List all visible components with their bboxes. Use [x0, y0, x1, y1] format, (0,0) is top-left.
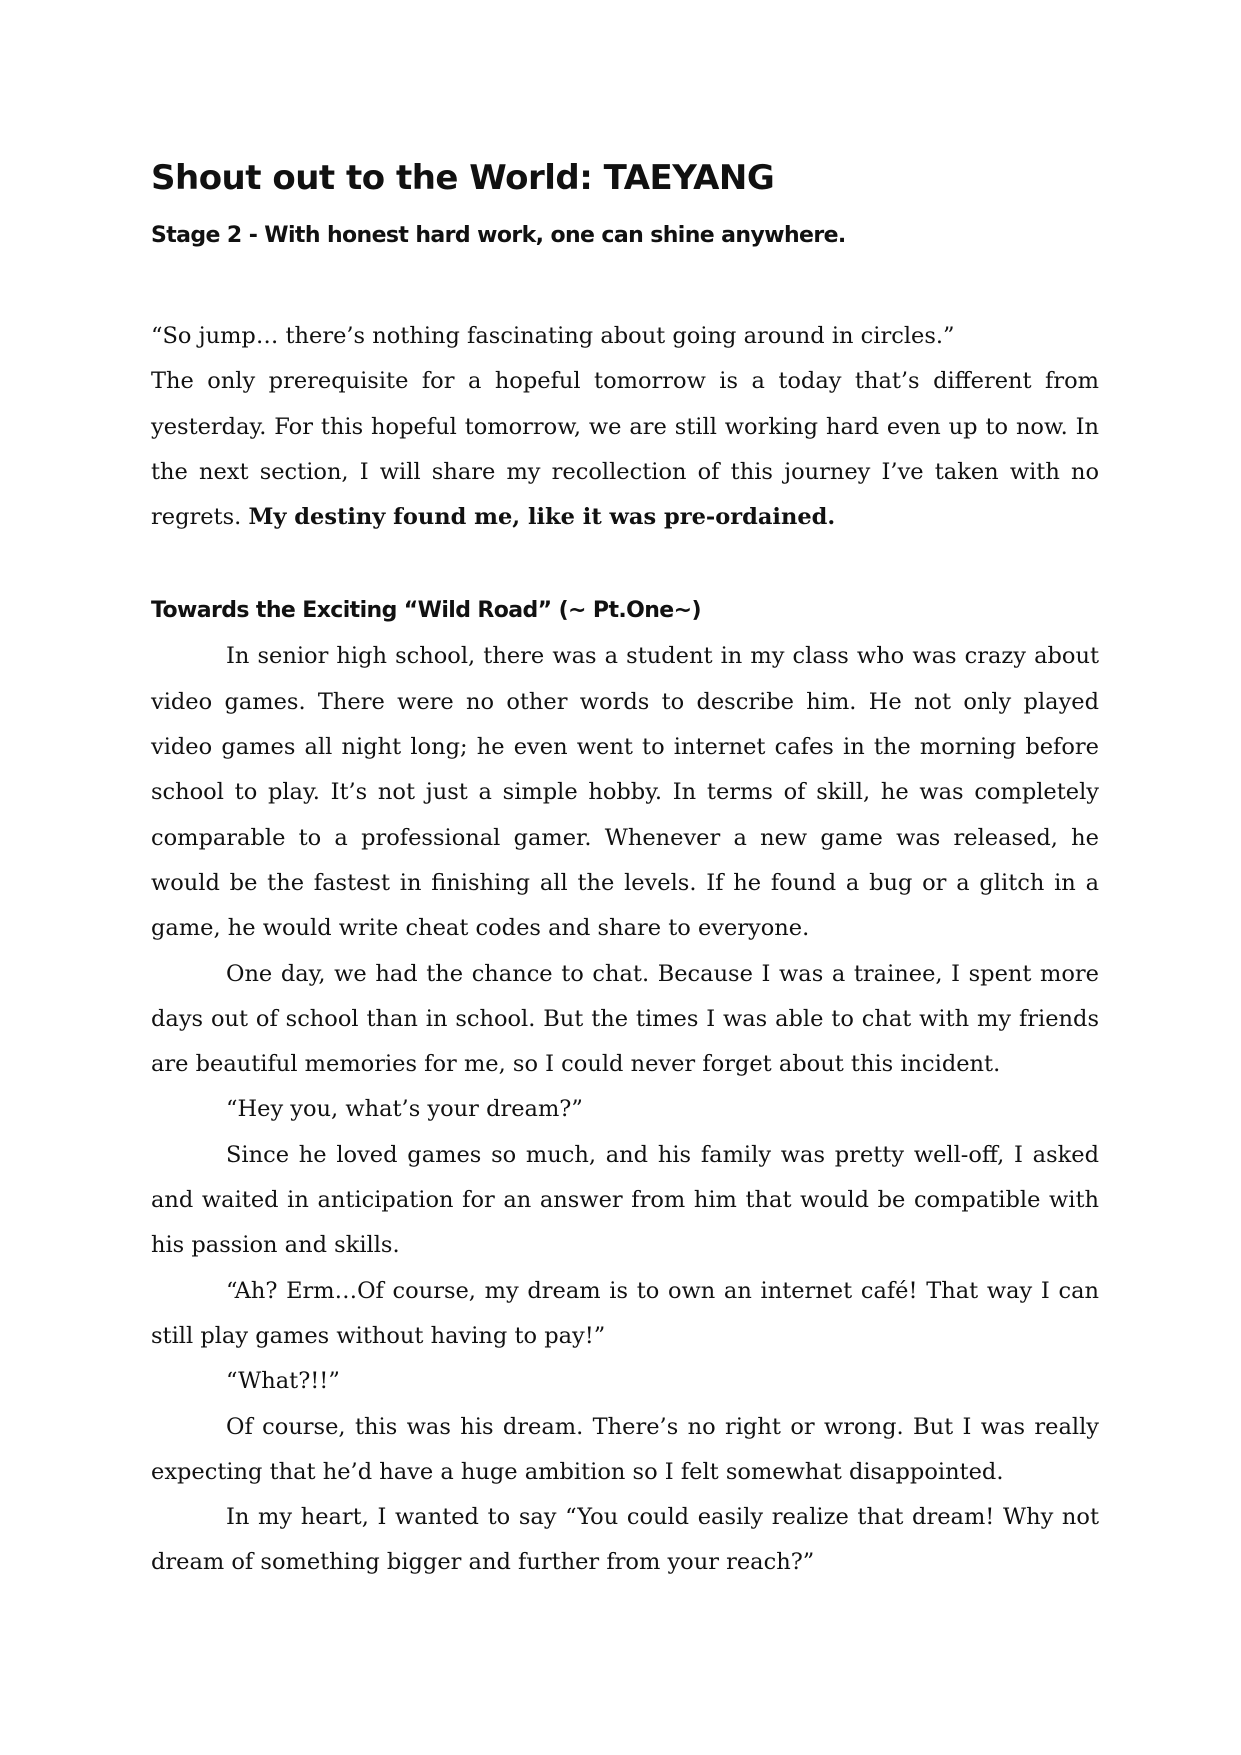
- section-heading: Towards the Exciting “Wild Road” (~ Pt.One~): [151, 598, 701, 624]
- paragraph: In my heart, I wanted to say “You could easily realize that dream! Why not dream of something bigger and further from your reach?”: [151, 1504, 1099, 1576]
- paragraph: Of course, this was his dream. There’s no right or wrong. But I was really expecting that he’d have a huge ambition so I felt somewhat disappointed.: [151, 1413, 1099, 1485]
- document-subtitle: Stage 2 - With honest hard work, one can shine anywhere.: [151, 223, 846, 248]
- section-body: [151, 634, 1099, 1585]
- paragraph: One day, we had the chance to chat. Because I was a trainee, I spent more days out of school than in school. But the times I was able to chat with my friends are beautiful memories for me, so I could never forget about this incident.: [151, 960, 1099, 1078]
- document-page: [151, 150, 1099, 1586]
- paragraph: “What?!!”: [226, 1368, 340, 1395]
- intro-block: [151, 314, 1099, 540]
- intro-text: The only prerequisite for a hopeful tomorrow is a today that’s different from yesterday. For this hopeful tomorrow, we are still working hard even up to now. In the next section, I will share my recollection of this journey I’ve taken with no regrets.: [151, 368, 1099, 531]
- paragraph: “Ah? Erm…Of course, my dream is to own an internet café! That way I can still play games without having to pay!”: [151, 1277, 1099, 1349]
- paragraph: “Hey you, what’s your dream?”: [226, 1096, 583, 1123]
- intro-quote: “So jump… there’s nothing fascinating about going around in circles.”: [151, 323, 955, 349]
- intro-paragraph: [151, 359, 1099, 540]
- paragraph: Since he loved games so much, and his family was pretty well-off, I asked and waited in anticipation for an answer from him that would be compatible with his passion and skills.: [151, 1141, 1099, 1259]
- document-title: Shout out to the World: TAEYANG: [151, 158, 775, 198]
- intro-bold-text: My destiny found me, like it was pre-ordained.: [248, 504, 836, 531]
- paragraph: In senior high school, there was a student in my class who was crazy about video games. There were no other words to describe him. He not only played video games all night long; he even went to internet cafes in the morning before school to play. It’s not just a simple hobby. In terms of skill, he was completely comparable to a professional gamer. Whenever a new game was released, he would be the fastest in finishing all the levels. If he found a bug or a glitch in a game, he would write cheat codes and share to everyone.: [151, 643, 1099, 942]
